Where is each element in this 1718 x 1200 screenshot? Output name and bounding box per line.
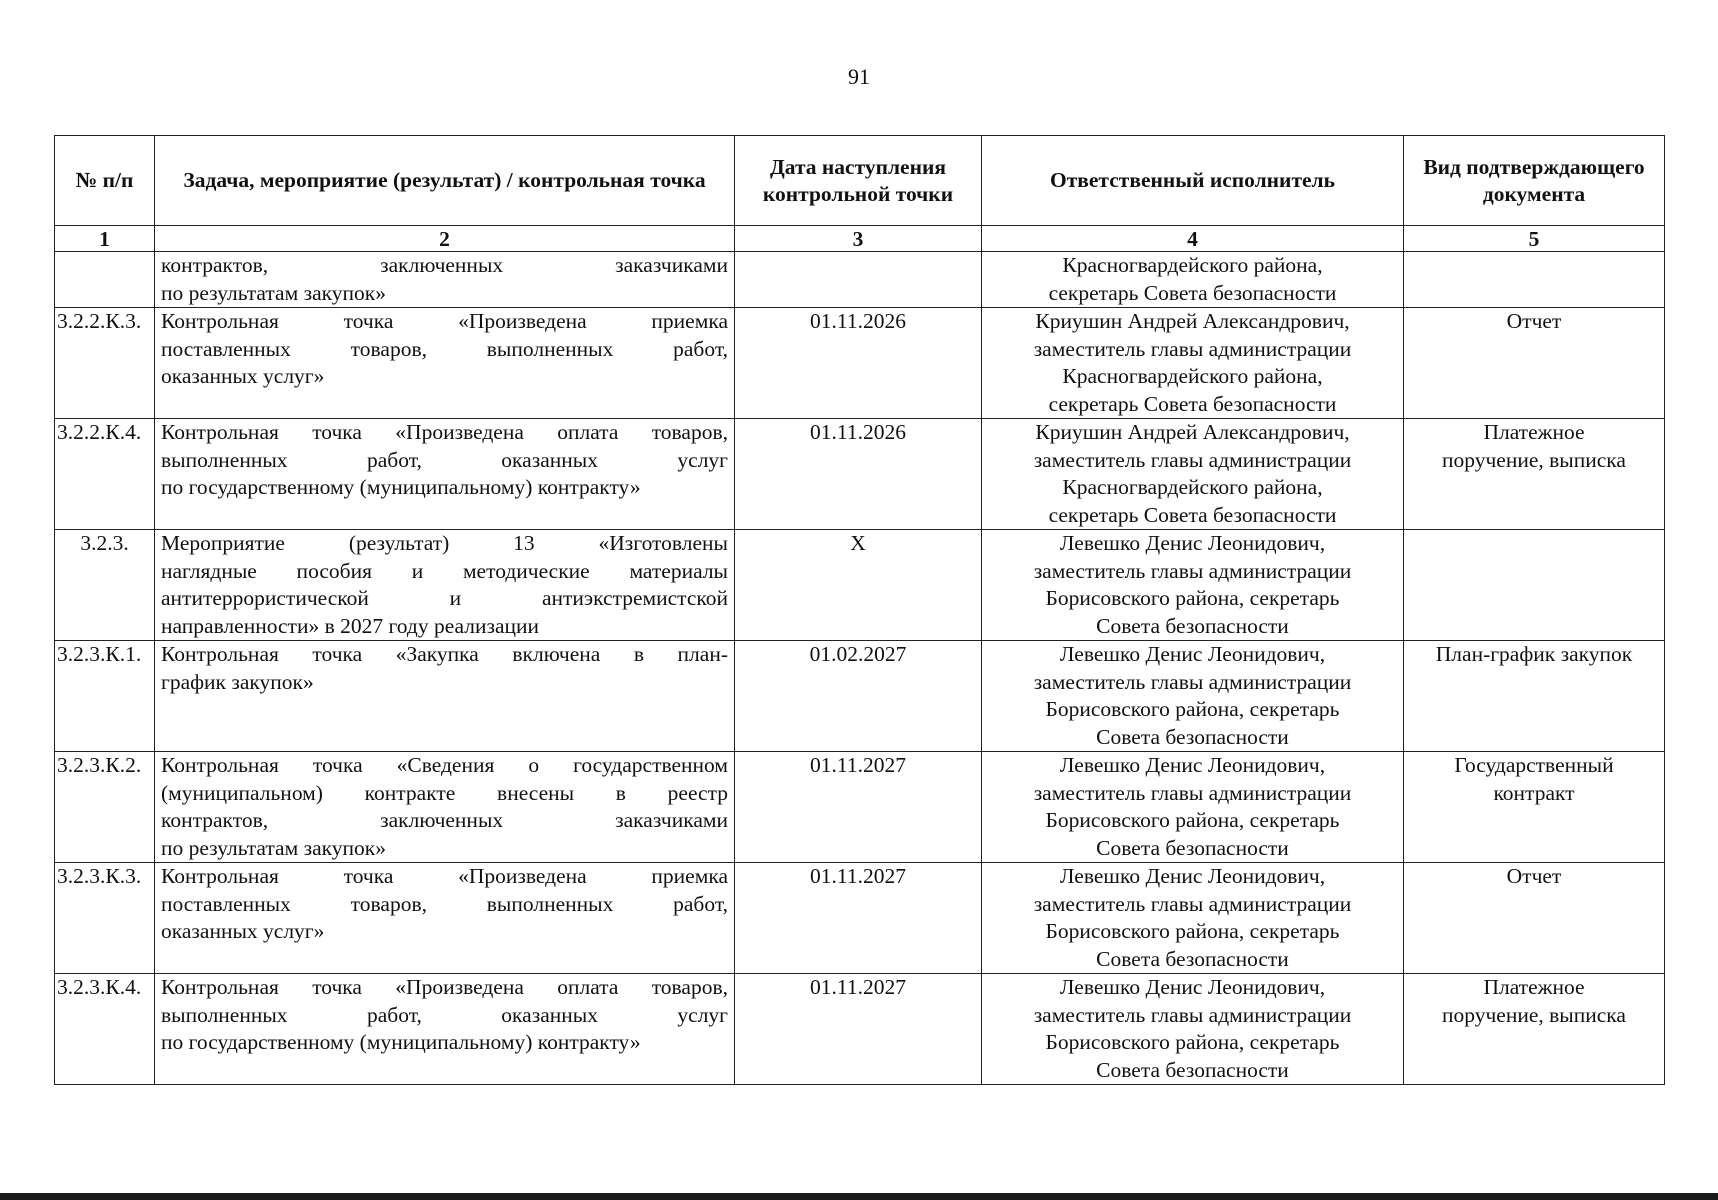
column-number: 3 (735, 226, 982, 252)
task-line: Контрольная точка «Сведения о государственном (161, 753, 728, 777)
document-line: Отчет (1506, 309, 1562, 333)
document-line: Платежное (1483, 975, 1585, 999)
responsible-line: заместитель главы администрации (1033, 558, 1352, 583)
responsible-line: Совета безопасности (1096, 724, 1289, 749)
task-line: поставленных товаров, выполненных работ, (161, 891, 728, 916)
responsible-line: Совета безопасности (1096, 1057, 1289, 1082)
control-date (735, 252, 982, 308)
responsible-line: Левешко Денис Леонидович, (1059, 864, 1326, 888)
responsible-line: Совета безопасности (1096, 946, 1289, 971)
task-line: антитеррористической и антиэкстремистской (161, 586, 728, 610)
control-date: 01.11.2027 (735, 974, 982, 1085)
table-row (55, 308, 1665, 419)
responsible-line: Криушин Андрей Александрович, (1035, 309, 1350, 333)
responsible-executor (982, 863, 1404, 974)
confirming-document (1404, 752, 1665, 863)
document-line: поручение, выписка (1442, 447, 1626, 472)
responsible-line: Левешко Денис Леонидович, (1059, 975, 1326, 999)
header-document: Вид подтверждающего документа (1404, 136, 1665, 226)
task-description (155, 641, 735, 752)
table-header-row (55, 136, 1665, 226)
control-points-table (54, 135, 1665, 1085)
responsible-line: Красногвардейского района, (1062, 253, 1323, 277)
page-number: 91 (848, 64, 870, 89)
task-line: по государственному (муниципальному) контракту» (161, 1030, 641, 1054)
responsible-line: Красногвардейского района, (1062, 364, 1323, 388)
control-date: 01.11.2026 (735, 308, 982, 419)
task-line: Контрольная точка «Произведена оплата товаров, (161, 420, 728, 444)
document-line: поручение, выписка (1442, 1002, 1626, 1027)
row-number: 3.2.3.К.4. (55, 974, 155, 1085)
task-line: контрактов, заключенных заказчиками (161, 808, 728, 832)
responsible-line: Левешко Денис Леонидович, (1059, 753, 1326, 777)
confirming-document (1404, 419, 1665, 530)
header-task: Задача, мероприятие (результат) / контрольная точка (155, 136, 735, 226)
column-number: 2 (155, 226, 735, 252)
responsible-executor (982, 974, 1404, 1085)
task-description (155, 252, 735, 308)
responsible-executor (982, 641, 1404, 752)
responsible-executor (982, 752, 1404, 863)
responsible-line: заместитель главы администрации (1033, 780, 1352, 805)
responsible-line: Совета безопасности (1096, 613, 1289, 638)
responsible-line: секретарь Совета безопасности (1048, 280, 1337, 305)
row-number: 3.2.2.К.3. (55, 308, 155, 419)
document-line: План-график закупок (1435, 642, 1633, 666)
row-number: 3.2.3.К.2. (55, 752, 155, 863)
table-row (55, 530, 1665, 641)
responsible-executor (982, 419, 1404, 530)
responsible-executor (982, 252, 1404, 308)
row-number (55, 252, 155, 308)
row-number: 3.2.3. (55, 530, 155, 641)
document-line: Отчет (1506, 864, 1562, 888)
row-number: 3.2.3.К.1. (55, 641, 155, 752)
column-number: 5 (1404, 226, 1665, 252)
task-line: Контрольная точка «Произведена оплата товаров, (161, 975, 728, 999)
task-line: оказанных услуг» (161, 919, 325, 943)
header-date: Дата наступления контрольной точки (735, 136, 982, 226)
row-number: 3.2.3.К.3. (55, 863, 155, 974)
task-description (155, 974, 735, 1085)
responsible-line: заместитель главы администрации (1033, 669, 1352, 694)
table-row (55, 974, 1665, 1085)
header-number: № п/п (55, 136, 155, 226)
task-line: Контрольная точка «Произведена приемка (161, 864, 728, 888)
table-body (55, 252, 1665, 1085)
task-line: оказанных услуг» (161, 364, 325, 388)
header-responsible: Ответственный исполнитель (982, 136, 1404, 226)
responsible-line: заместитель главы администрации (1033, 336, 1352, 361)
responsible-line: секретарь Совета безопасности (1048, 391, 1337, 416)
row-number: 3.2.2.К.4. (55, 419, 155, 530)
document-line: контракт (1493, 780, 1575, 805)
task-line: поставленных товаров, выполненных работ, (161, 336, 728, 361)
column-number: 1 (55, 226, 155, 252)
control-date: 01.02.2027 (735, 641, 982, 752)
table-row (55, 252, 1665, 308)
table-row (55, 641, 1665, 752)
task-line: выполненных работ, оказанных услуг (161, 447, 728, 472)
responsible-line: Борисовского района, секретарь (1045, 697, 1340, 721)
task-line: график закупок» (161, 669, 314, 694)
control-date: 01.11.2027 (735, 752, 982, 863)
column-number: 4 (982, 226, 1404, 252)
responsible-line: Борисовского района, секретарь (1045, 1030, 1340, 1054)
task-description (155, 752, 735, 863)
responsible-line: заместитель главы администрации (1033, 891, 1352, 916)
responsible-line: заместитель главы администрации (1033, 447, 1352, 472)
task-line: наглядные пособия и методические материалы (161, 558, 728, 583)
confirming-document (1404, 641, 1665, 752)
task-description (155, 530, 735, 641)
task-description (155, 863, 735, 974)
task-line: Мероприятие (результат) 13 «Изготовлены (161, 531, 728, 555)
task-line: выполненных работ, оказанных услуг (161, 1002, 728, 1027)
confirming-document (1404, 530, 1665, 641)
task-line: по результатам закупок» (161, 835, 386, 860)
document-line: Государственный (1454, 753, 1614, 777)
column-number-row (55, 226, 1665, 252)
responsible-line: Совета безопасности (1096, 835, 1289, 860)
control-date: 01.11.2027 (735, 863, 982, 974)
task-line: Контрольная точка «Закупка включена в план- (161, 642, 728, 666)
responsible-line: Борисовского района, секретарь (1045, 919, 1340, 943)
responsible-line: заместитель главы администрации (1033, 1002, 1352, 1027)
control-date: X (735, 530, 982, 641)
responsible-line: секретарь Совета безопасности (1048, 502, 1337, 527)
task-line: по государственному (муниципальному) контракту» (161, 475, 641, 499)
confirming-document (1404, 252, 1665, 308)
task-line: Контрольная точка «Произведена приемка (161, 309, 728, 333)
confirming-document (1404, 308, 1665, 419)
scan-edge (0, 1193, 1718, 1200)
task-line: по результатам закупок» (161, 280, 386, 305)
responsible-line: Борисовского района, секретарь (1045, 808, 1340, 832)
table-row (55, 863, 1665, 974)
task-line: контрактов, заключенных заказчиками (161, 253, 728, 277)
table-row (55, 752, 1665, 863)
task-line: направленности» в 2027 году реализации (161, 613, 540, 638)
control-date: 01.11.2026 (735, 419, 982, 530)
responsible-executor (982, 530, 1404, 641)
responsible-line: Красногвардейского района, (1062, 475, 1323, 499)
responsible-executor (982, 308, 1404, 419)
responsible-line: Левешко Денис Леонидович, (1059, 642, 1326, 666)
task-description (155, 308, 735, 419)
task-line: (муниципальном) контракте внесены в реестр (161, 780, 728, 805)
confirming-document (1404, 974, 1665, 1085)
task-description (155, 419, 735, 530)
document-line: Платежное (1483, 420, 1585, 444)
table-row (55, 419, 1665, 530)
responsible-line: Борисовского района, секретарь (1045, 586, 1340, 610)
responsible-line: Криушин Андрей Александрович, (1035, 420, 1350, 444)
responsible-line: Левешко Денис Леонидович, (1059, 531, 1326, 555)
confirming-document (1404, 863, 1665, 974)
